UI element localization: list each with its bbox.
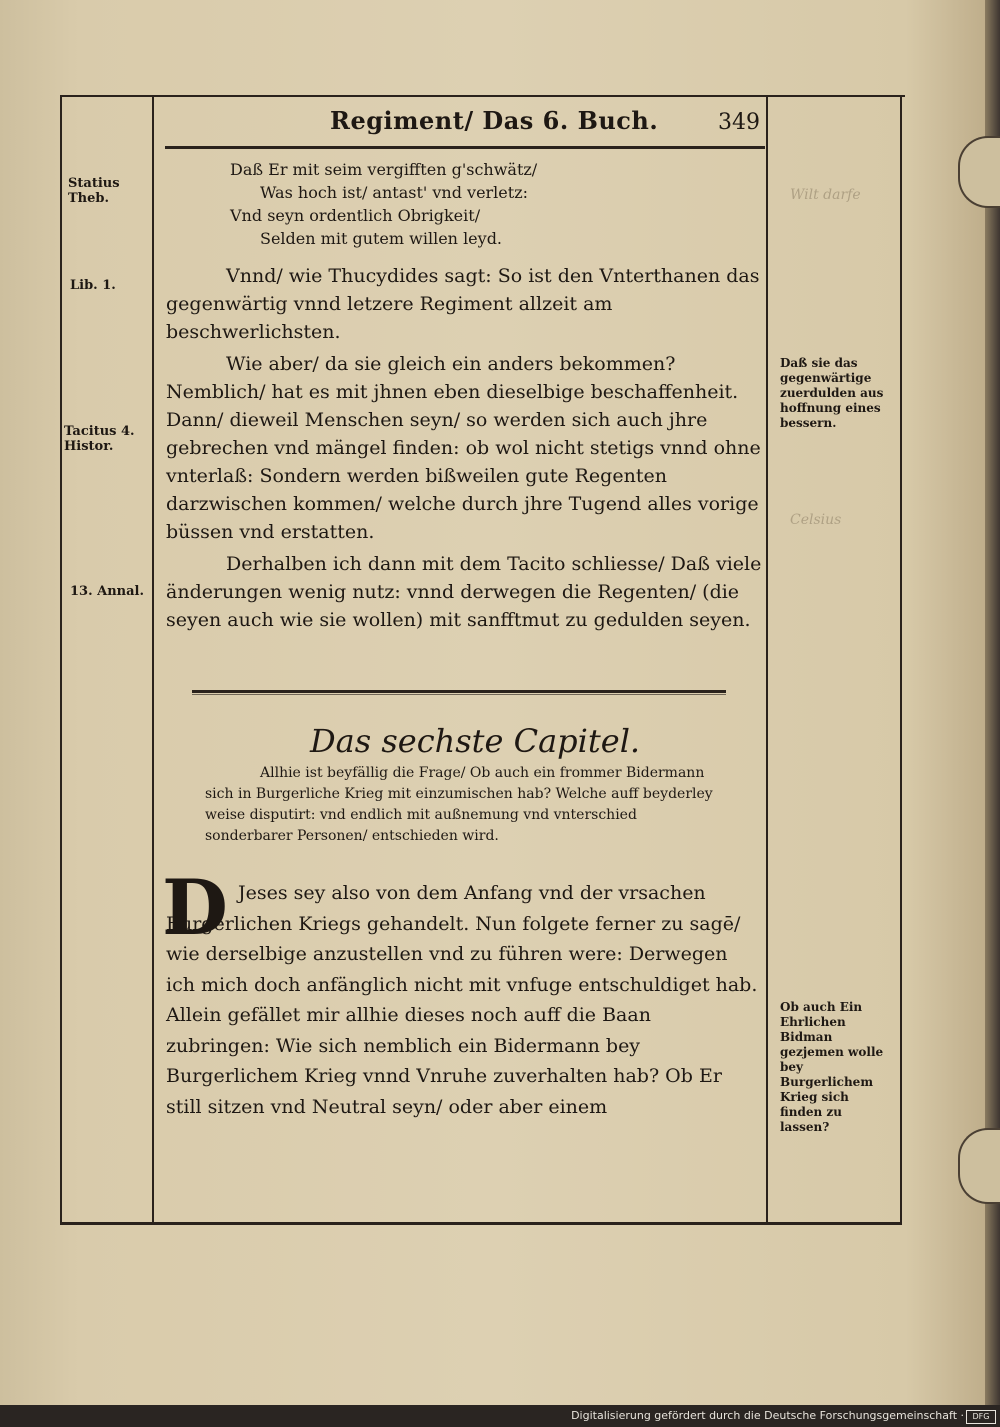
frame-header-underline bbox=[165, 146, 765, 149]
footer-text: Digitalisierung gefördert durch die Deutsche Forschungsgemeinschaft · bbox=[571, 1409, 964, 1422]
margin-note-right: Daß sie das gegenwärtige zuerdulden aus hoffnung eines bessern. bbox=[780, 356, 884, 430]
body-text-upper bbox=[166, 262, 766, 634]
chapter-separator-rule bbox=[192, 690, 726, 693]
bleed-through-text: Celsius bbox=[790, 512, 842, 528]
funding-footer bbox=[0, 1405, 1000, 1427]
frame-bottom-line bbox=[60, 1222, 902, 1225]
chapter-body-text: Jeses sey also von dem Anfang vnd der vrsachen Burgerlichen Kriegs gehandelt. Nun folgete ferner zu sagē/ wie derselbige anzustellen vnd zu führen were: Derwegen ich mich doch anfänglich nicht mit vnfuge entschuldiget hab. Allein gefället mir allhie dieses noch auff die Baan zubringen: Wie sich nemblich ein Bidermann bey Burgerlichem Krieg vnnd Vnruhe zuverhalten hab? Ob Er still sitzen vnd Neutral seyn/ oder aber einem bbox=[166, 882, 758, 1118]
margin-note-left: 13. Annal. bbox=[70, 584, 145, 599]
frame-right-outer-line bbox=[900, 95, 902, 1225]
verse-line: Vnd seyn ordentlich Obrigkeit/ bbox=[230, 206, 481, 225]
page-tab-upper bbox=[958, 136, 1000, 208]
paragraph: Vnnd/ wie Thucydides sagt: So ist den Vnterthanen das gegenwärtig vnnd letzere Regiment allzeit am beschwerlichsten. bbox=[166, 265, 760, 343]
verse-line: Daß Er mit seim vergifften g'schwätz/ bbox=[230, 160, 538, 179]
verse-line: Selden mit gutem willen leyd. bbox=[260, 229, 503, 248]
summary-text: Allhie ist beyfällig die Frage/ Ob auch ein frommer Bidermann sich in Burgerliche Krieg mit einzumischen hab? Welche auff beyderley weise disputirt: vnd endlich mit außnemung vnd vnterschied sonderbarer Personen/ entschieden wird. bbox=[205, 765, 713, 844]
drop-cap-initial: D bbox=[162, 863, 228, 952]
paragraph: Wie aber/ da sie gleich ein anders bekommen? Nemblich/ hat es mit jhnen eben dieselbige beschaffenheit. Dann/ dieweil Menschen seyn/ so werden sich auch jhre gebrechen vnd mängel finden: ob wol nicht stetigs vnnd ohne vnterlaß: Sondern werden bißweilen gute Regenten darzwischen kommen/ welche durch jhre Tugend alles vorige büssen vnd erstatten. bbox=[166, 353, 761, 543]
margin-note-left: Lib. 1. bbox=[70, 278, 116, 293]
running-header-title: Regiment/ Das 6. Buch. bbox=[330, 106, 659, 135]
chapter-summary bbox=[205, 763, 725, 847]
margin-note-right: Ob auch Ein Ehrlichen Bidman gezjemen wolle bey Burgerlichem Krieg sich finden zu lassen? bbox=[780, 1000, 884, 1134]
page-tab-lower bbox=[958, 1128, 1000, 1204]
bleed-through-text: Wilt darfe bbox=[790, 187, 861, 203]
frame-right-inner-line bbox=[766, 95, 768, 1225]
dfg-logo-icon: DFG bbox=[966, 1410, 996, 1424]
page-number: 349 bbox=[718, 110, 760, 135]
chapter-separator-rule-thin bbox=[192, 694, 726, 695]
chapter-title: Das sechste Capitel. bbox=[310, 722, 641, 760]
paragraph: Derhalben ich dann mit dem Tacito schliesse/ Daß viele änderungen wenig nutz: vnnd derwegen die Regenten/ (die seyen auch wie sie wollen) mit sanfftmut zu gedulden seyen. bbox=[166, 553, 762, 631]
verse-line: Was hoch ist/ antast' vnd verletz: bbox=[260, 183, 529, 202]
frame-left-outer-line bbox=[60, 95, 62, 1225]
frame-top-line bbox=[60, 95, 905, 97]
verse-block bbox=[230, 158, 537, 250]
margin-note-left: Statius Theb. bbox=[68, 176, 120, 206]
frame-left-inner-line bbox=[152, 95, 154, 1225]
margin-note-left: Tacitus 4. Histor. bbox=[64, 424, 135, 454]
